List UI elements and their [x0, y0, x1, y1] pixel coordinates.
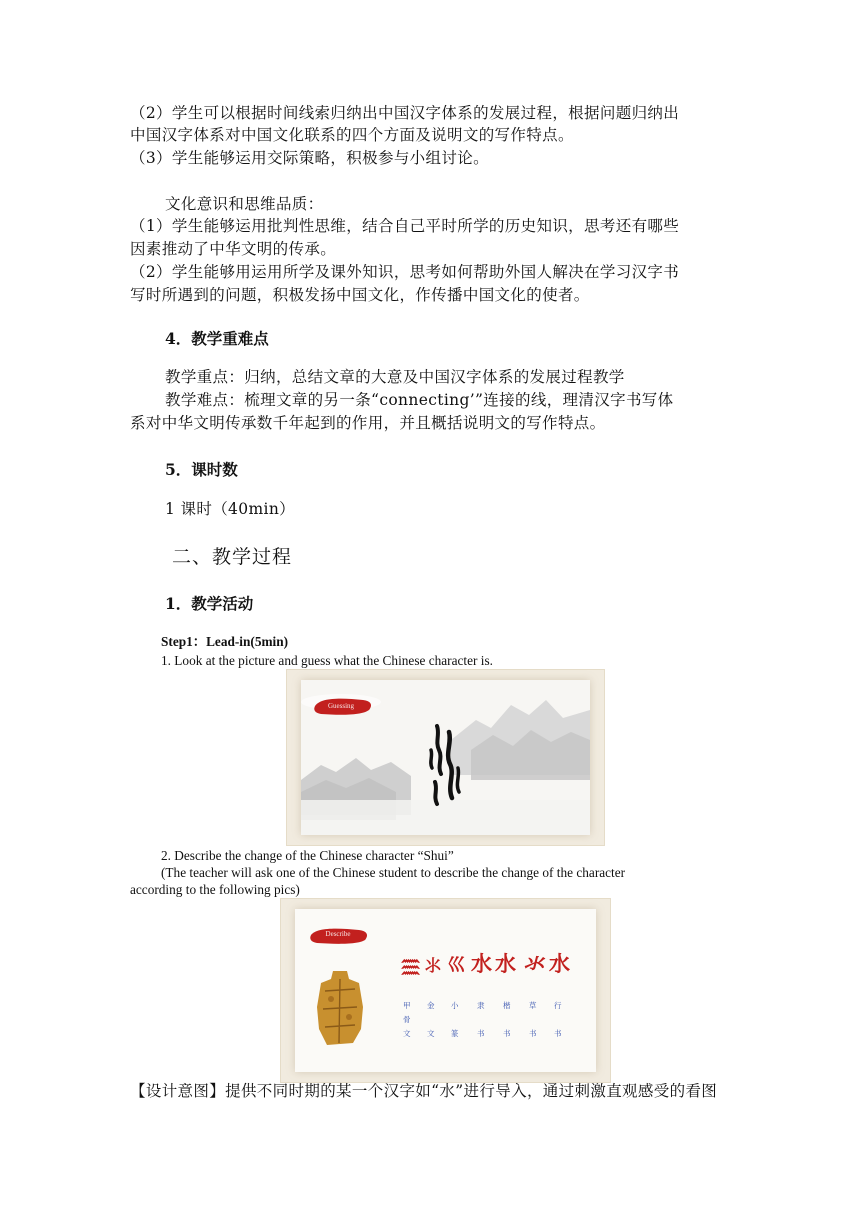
script-label-oracle-bot: 文: [403, 1029, 411, 1038]
describe-slide-canvas: [295, 909, 596, 1072]
glyph-clerical: 水: [471, 952, 492, 976]
step1-item-1: 1. Look at the picture and guess what the Chinese character is.: [161, 653, 493, 668]
step1-title: Step1：Lead-in(5min): [161, 634, 289, 649]
script-label-seal-bot: 篆: [451, 1029, 459, 1038]
glyph-running: 水: [549, 952, 570, 976]
design-intent: 【设计意图】提供不同时期的某一个汉字如“水”进行导入，通过刺激直观感受的看图: [130, 1082, 718, 1100]
objective-2-line-a: （2）学生可以根据时间线索归纳出中国汉字体系的发展过程，根据问题归纳出: [130, 104, 680, 122]
script-label-regular-top: 楷: [503, 1001, 511, 1010]
culture-2-line-b: 写时所遇到的问题，积极发扬中国文化，作传播中国文化的使者。: [130, 286, 590, 304]
glyph-bronze: ⺢: [425, 956, 442, 975]
script-label-clerical-top: 隶: [477, 1001, 485, 1010]
describe-tag: Describe: [325, 930, 351, 938]
culture-1-line-b: 因素推动了中华文明的传承。: [130, 240, 337, 258]
glyph-cursive: 氺: [523, 952, 544, 976]
section-5-heading: 5．课时数: [165, 460, 238, 479]
glyph-oracle: 𓈗: [401, 956, 421, 975]
describe-slide: [280, 898, 611, 1083]
glyph-regular: 水: [495, 952, 516, 976]
script-label-seal-top: 小: [451, 1001, 459, 1010]
script-label-cursive-bot: 书: [529, 1029, 537, 1038]
part-2-heading: 二、教学过程: [172, 546, 293, 568]
teaching-difficulty-line-a: 教学难点：梳理文章的另一条“connecting’”连接的线，理清汉字书写体: [165, 391, 674, 409]
guessing-slide-canvas: [301, 680, 590, 835]
script-label-running-top: 行: [554, 1001, 562, 1010]
oracle-bone-artifact: [315, 967, 365, 1049]
section-4-heading: 4．教学重难点: [165, 329, 269, 348]
objective-3: （3）学生能够运用交际策略，积极参与小组讨论。: [130, 149, 489, 167]
culture-heading: 文化意识和思维品质：: [165, 195, 324, 213]
guessing-slide: [286, 669, 605, 846]
teaching-focus: 教学重点：归纳，总结文章的大意及中国汉字体系的发展过程教学: [165, 368, 625, 386]
class-hours: 1 课时（40min）: [165, 500, 295, 518]
culture-2-line-a: （2）学生能够用运用所学及课外知识，思考如何帮助外国人解决在学习汉字书: [130, 263, 680, 281]
culture-1-line-a: （1）学生能够运用批判性思维，结合自己平时所学的历史知识，思考还有哪些: [130, 217, 680, 235]
step1-item-2: 2. Describe the change of the Chinese character “Shui”: [161, 848, 454, 863]
script-label-running-bot: 书: [554, 1029, 562, 1038]
script-label-bronze-bot: 文: [427, 1029, 435, 1038]
glyph-small-seal: 巛: [447, 955, 465, 976]
objective-2-line-b: 中国汉字体系对中国文化联系的四个方面及说明文的写作特点。: [130, 126, 574, 144]
script-label-regular-bot: 书: [503, 1029, 511, 1038]
script-label-clerical-bot: 书: [477, 1029, 485, 1038]
teaching-difficulty-line-b: 系对中华文明传承数千年起到的作用，并且概括说明文的写作特点。: [130, 414, 606, 432]
oracle-water-glyph: [425, 720, 465, 815]
teaching-activities-heading: 1．教学活动: [165, 594, 254, 613]
script-label-oracle-top: 甲: [403, 1001, 411, 1010]
guessing-tag: Guessing: [327, 702, 355, 710]
script-label-cursive-top: 草: [529, 1001, 537, 1010]
teacher-note-line-b: according to the following pics): [130, 882, 300, 897]
script-label-bronze-top: 金: [427, 1001, 435, 1010]
teacher-note-line-a: (The teacher will ask one of the Chinese student to describe the change of the character: [161, 865, 626, 880]
script-label-oracle-mid: 骨: [403, 1015, 411, 1024]
